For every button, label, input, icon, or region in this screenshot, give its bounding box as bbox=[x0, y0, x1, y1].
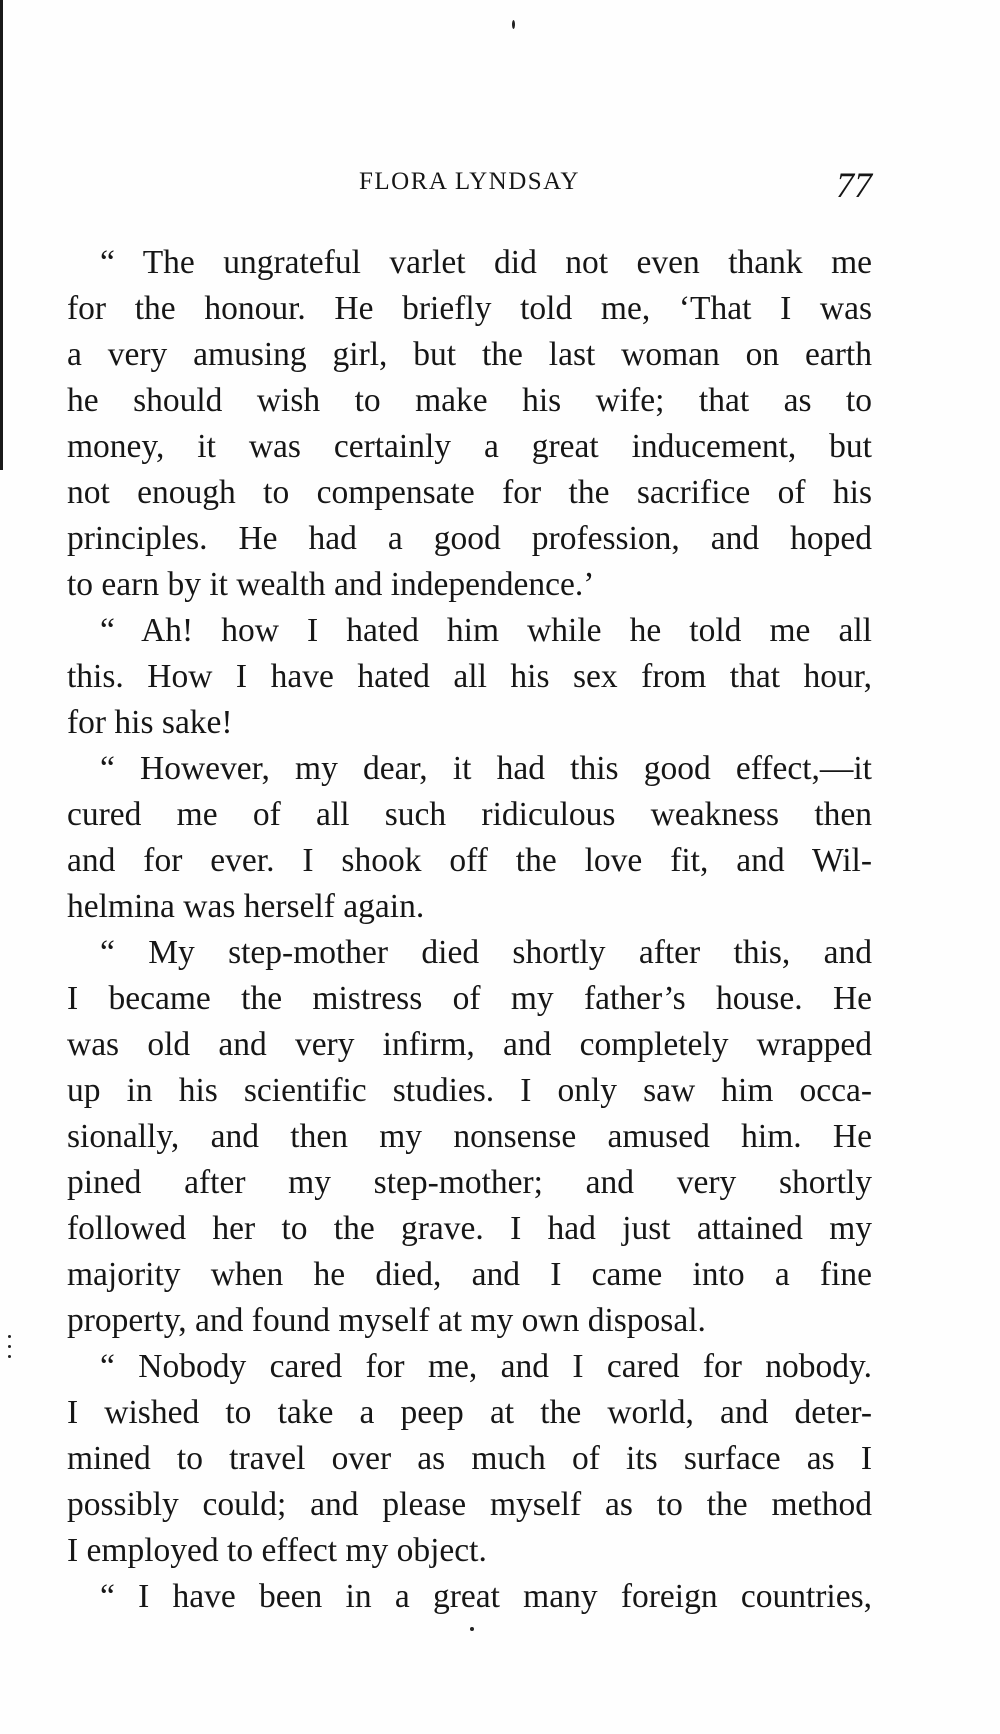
running-title: FLORA LYNDSAY bbox=[359, 168, 580, 195]
ink-speck bbox=[512, 20, 515, 29]
text-line: “ The ungrateful varlet did not even thank me bbox=[100, 244, 872, 281]
text-line: was old and very infirm, and completely wrapped bbox=[67, 1026, 872, 1063]
text-line: he should wish to make his wife; that as to bbox=[67, 382, 872, 419]
text-line: “ However, my dear, it had this good effect,—it bbox=[100, 750, 872, 787]
text-line: for his sake! bbox=[67, 704, 233, 741]
ink-speck bbox=[470, 1627, 474, 1631]
text-line: majority when he died, and I came into a fine bbox=[67, 1256, 872, 1293]
text-line: mined to travel over as much of its surface as I bbox=[67, 1440, 872, 1477]
text-line: helmina was herself again. bbox=[67, 888, 425, 925]
text-line: for the honour. He briefly told me, ‘That I was bbox=[67, 290, 872, 327]
text-line: I employed to effect my object. bbox=[67, 1532, 487, 1569]
text-line: possibly could; and please myself as to the method bbox=[67, 1486, 872, 1523]
text-line: I became the mistress of my father’s house. He bbox=[67, 980, 872, 1017]
ink-speck bbox=[8, 1345, 11, 1348]
page-edge-shadow bbox=[0, 0, 3, 470]
text-line: to earn by it wealth and independence.’ bbox=[67, 566, 595, 603]
text-line: this. How I have hated all his sex from that hour, bbox=[67, 658, 872, 695]
text-line: “ My step-mother died shortly after this, and bbox=[100, 934, 872, 971]
text-line: “ I have been in a great many foreign countries, bbox=[100, 1578, 872, 1615]
ink-speck bbox=[8, 1355, 11, 1358]
text-line: sionally, and then my nonsense amused him. He bbox=[67, 1118, 872, 1155]
page-header bbox=[67, 164, 872, 208]
text-line: pined after my step-mother; and very shortly bbox=[67, 1164, 872, 1201]
text-line: cured me of all such ridiculous weakness then bbox=[67, 796, 872, 833]
text-line: principles. He had a good profession, and hoped bbox=[67, 520, 872, 557]
page-number: 77 bbox=[836, 165, 872, 205]
body-text bbox=[67, 240, 872, 1620]
ink-speck bbox=[8, 1335, 11, 1338]
text-line: a very amusing girl, but the last woman on earth bbox=[67, 336, 872, 373]
text-line: and for ever. I shook off the love fit, and Wil- bbox=[67, 842, 872, 879]
text-line: “ Ah! how I hated him while he told me all bbox=[100, 612, 872, 649]
text-line: property, and found myself at my own disposal. bbox=[67, 1302, 706, 1339]
text-line: up in his scientific studies. I only saw him occa- bbox=[67, 1072, 872, 1109]
text-line: “ Nobody cared for me, and I cared for nobody. bbox=[100, 1348, 872, 1385]
text-line: not enough to compensate for the sacrifice of his bbox=[67, 474, 872, 511]
text-line: followed her to the grave. I had just attained my bbox=[67, 1210, 872, 1247]
text-line: I wished to take a peep at the world, and deter- bbox=[67, 1394, 872, 1431]
text-line: money, it was certainly a great inducement, but bbox=[67, 428, 872, 465]
